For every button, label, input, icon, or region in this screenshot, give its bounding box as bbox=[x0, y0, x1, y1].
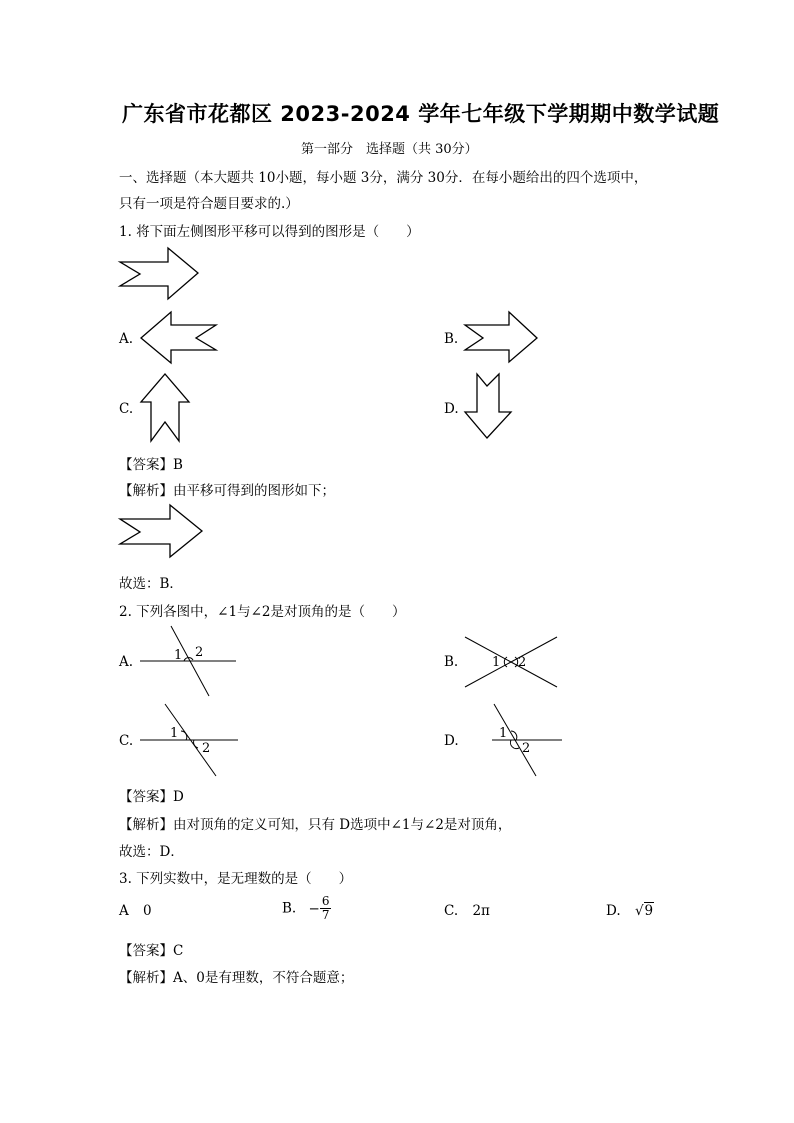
q1-answer: 【答案】B bbox=[119, 457, 183, 473]
q1-option-b-figure bbox=[463, 310, 541, 366]
q3-answer: 【答案】C bbox=[119, 943, 184, 959]
q2-option-d-label: D. bbox=[444, 733, 459, 749]
q2-d-angle-1-label: 1 bbox=[499, 726, 508, 741]
q1-analysis: 【解析】由平移可得到的图形如下； bbox=[119, 483, 335, 499]
q3-option-b-label: B. bbox=[282, 900, 297, 917]
q3-option-b-sign: − bbox=[308, 900, 320, 917]
q2-analysis: 【解析】由对顶角的定义可知，只有 D选项中∠1与∠2是对顶角， bbox=[119, 817, 512, 833]
q2-option-a-figure bbox=[138, 624, 240, 700]
q3-option-d-radical: √ bbox=[634, 903, 644, 919]
q3-option-d bbox=[606, 903, 654, 919]
q2-option-c-figure bbox=[138, 702, 242, 778]
q3-option-a bbox=[119, 903, 152, 919]
q1-stem: 1. 将下面左侧图形平移可以得到的图形是（ ） bbox=[119, 224, 420, 240]
q2-a-angle-1-label: 1 bbox=[174, 648, 183, 663]
section-title: 第一部分 选择题（共 30分） bbox=[301, 142, 478, 157]
q3-option-c bbox=[444, 903, 490, 919]
q1-solution-arrow-figure bbox=[118, 503, 206, 561]
q2-stem: 2. 下列各图中，∠1与∠2是对顶角的是（ ） bbox=[119, 604, 406, 620]
q3-option-c-label: C. bbox=[444, 903, 459, 919]
q2-answer: 【答案】D bbox=[119, 789, 184, 805]
q3-option-a-value: 0 bbox=[143, 903, 152, 919]
q1-option-c-label: C. bbox=[119, 401, 134, 417]
q2-b-angle-1-label: 1 bbox=[492, 655, 501, 670]
q2-option-c-label: C. bbox=[119, 733, 134, 749]
q3-option-b-denominator: 7 bbox=[321, 908, 330, 922]
q2-option-b-label: B. bbox=[444, 654, 459, 670]
q3-option-b bbox=[282, 895, 331, 922]
q1-conclusion: 故选：B． bbox=[119, 576, 183, 592]
q2-conclusion: 故选：D． bbox=[119, 844, 184, 860]
instructions-line-2: 只有一项是符合题目要求的.） bbox=[119, 196, 299, 212]
q1-option-b-label: B. bbox=[444, 331, 459, 347]
q3-option-b-fraction bbox=[320, 895, 332, 922]
q1-option-c-figure bbox=[139, 372, 193, 444]
instructions-line-1: 一、选择题（本大题共 10小题，每小题 3分，满分 30分．在每小题给出的四个选项中， bbox=[119, 170, 648, 186]
q1-option-d-label: D. bbox=[444, 401, 459, 417]
q2-b-angle-2-label: 2 bbox=[518, 655, 527, 670]
page-title: 广东省市花都区 2023-2024 学年七年级下学期期中数学试题 bbox=[122, 102, 720, 126]
q2-a-angle-2-label: 2 bbox=[195, 645, 204, 660]
q2-option-a-label: A. bbox=[119, 654, 134, 670]
q2-option-d-figure bbox=[464, 702, 566, 778]
q3-stem: 3. 下列实数中，是无理数的是（ ） bbox=[119, 871, 353, 887]
q2-option-b-figure bbox=[463, 633, 561, 691]
q3-option-d-label: D. bbox=[606, 903, 621, 919]
q1-original-arrow-figure bbox=[118, 246, 202, 304]
q1-option-a-label: A. bbox=[119, 331, 134, 347]
q2-c-angle-2-label: 2 bbox=[202, 741, 211, 756]
q2-d-angle-2-label: 2 bbox=[522, 741, 531, 756]
q3-option-a-label: A bbox=[119, 903, 129, 919]
q3-option-d-radicand: 9 bbox=[644, 903, 654, 919]
q3-option-b-numerator: 6 bbox=[321, 894, 330, 908]
q3-option-c-value: 2π bbox=[472, 903, 490, 919]
q2-c-angle-1-label: 1 bbox=[170, 726, 179, 741]
q1-option-d-figure bbox=[463, 372, 517, 442]
q3-analysis: 【解析】A、0是有理数，不符合题意； bbox=[119, 970, 354, 986]
q1-option-a-figure bbox=[139, 310, 219, 366]
